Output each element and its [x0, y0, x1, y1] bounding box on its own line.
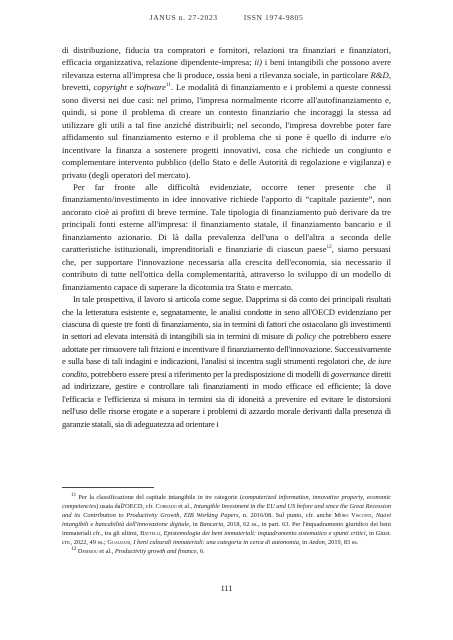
text-run: Per la classificazione del capitale intangibile in tre categorie (	[78, 494, 243, 501]
text-run-italic: software	[136, 82, 166, 93]
footnote-ref-11[interactable]: 11	[165, 82, 172, 89]
text-run-italic: Intangible Investment in the EU and US before and since the Great Recession and its Contribution to Productivity Growth	[62, 502, 391, 519]
text-run: et al.,	[97, 547, 115, 555]
text-run-italic: EIB Working Papers	[183, 511, 239, 519]
text-run: , in	[298, 538, 309, 546]
author-name: Battelli	[140, 529, 161, 537]
text-run: , 2022, 49 ss.;	[70, 538, 108, 546]
text-run-italic: policy	[295, 331, 316, 342]
text-run-italic: Giust. civ.	[62, 529, 392, 546]
running-header	[0, 13, 453, 22]
footnote-ref-12[interactable]: 12	[326, 244, 332, 251]
text-run-italic: Epistemologia dei beni immateriali: inquadramento sistematico e spunti critici	[163, 529, 366, 537]
paragraph-3	[62, 293, 391, 430]
text-run-italic: de iure condito	[62, 356, 392, 379]
text-run: Per far fronte alle difficoltà evidenziate, occorre tener presente che il finanziamento/investimento in idee innovative richiede l'apporto di “capitale paziente”, non ancorato cioè ai profitti di breve termine. Tale tipologia di finanziamento può derivare da tre principali fonti esterne all'impresa: il finanziamento statale, il finanziamento bancario e il finanziamento azionario. Di là dalla prevalenza dell'una o dell'altra a seconda delle caratteristiche istituzionali, imprenditoriali e finanziarie di ciascun paese	[62, 181, 391, 255]
author-name: Gualdani	[107, 538, 131, 546]
text-run: , siamo persuasi che, per supportare l'innovazione necessaria alla crescita dell'economia, sia necessario il contributo di tutte nell'ottica della complementarità, attraverso lo sviluppo di un modello di finanziamento capace di superare la dicotomia tra Stato e mercato.	[62, 244, 391, 292]
text-run: e	[126, 82, 137, 93]
text-run-italic: copyright	[93, 82, 127, 93]
text-run: ,	[371, 511, 376, 519]
text-run: ,	[160, 529, 164, 537]
author-name: Demmou	[77, 547, 98, 555]
footnote-11	[62, 491, 392, 548]
text-run: che potrebbero essere adottate per rimuovere tali frizioni e incentivare il finanziamento dell'innovazione. Successivamente e sulla base di tali indagini e indicazioni, l'analisi si incentra sugli strumenti regolatori che,	[62, 331, 391, 367]
text-run-italic: ii)	[254, 57, 263, 68]
footnote-12	[62, 545, 391, 557]
text-run-italic: governance	[330, 368, 370, 379]
text-run-italic: Nuovi intangibili e bancabilità dell'innovazione digitale	[62, 511, 392, 528]
text-run: , n. 2016/08. Sul punto, cfr. anche	[238, 511, 335, 519]
text-run-italic: Aedon	[308, 538, 325, 546]
text-run: i beni intangibili che possono avere rilevanza esterna all'impresa che li produce, ossia beni a rilevanza sociale, in particolare	[62, 57, 391, 80]
text-run: , 2019, 83 ss.	[324, 538, 359, 546]
text-run: , 6.	[196, 547, 205, 555]
text-run-italic: R&D	[370, 69, 389, 80]
text-run: , potrebbero essere presi a riferimento per la predisposizione di modelli di	[86, 368, 331, 379]
footnote-number: 12	[71, 545, 77, 552]
text-run: ) usata dall'OECD, cfr.	[96, 502, 156, 510]
footnote-number: 11	[71, 491, 77, 498]
page-number: 111	[220, 584, 233, 593]
text-run: ,	[130, 538, 134, 546]
text-run: . Le modalità di finanziamento e i problemi a queste connessi sono diversi nei due casi: nel primo, l'impresa normalmente ricorre all'autofinanziamento e, quindi, si pone il problema di creare un contesto finanziario che incoraggi la stessa ad utilizzare gli utili a tal fine anziché distribuirli; nel secondo, l'impresa dovrebbe poter fare affidamento sul finanziamento esterno e il problema che si pone è quello di indurre e/o incentivare la finanza a sostenere progetti innovativi, cosa che richiede un congiunto e complementare intervento pubblico (dello Stato e delle Autorità di regolazione e vigilanza) e privato (degli operatori del mercato).	[62, 82, 391, 180]
issn: ISSN 1974-9805	[243, 13, 304, 22]
text-run: , brevetti,	[62, 69, 391, 93]
text-run: In tale prospettiva, il lavoro si articola come segue. Dapprima si dà conto dei principali risultati che la letteratura esistente e, segnatamente, le analisi condotte in seno all'OECD evidenziano per ciascuna di queste tre fonti di finanziamento, sia in termini di fattori che ostacolano gli investimenti in settori ad elevata intensità di intangibili sia in termini di misure di	[62, 294, 391, 342]
journal-issue: JANUS n. 27-2023	[149, 13, 218, 22]
text-run-italic: I beni culturali immateriali: una categoria in cerca di autonomia	[133, 538, 299, 546]
author-name: Moro Visconti	[334, 511, 372, 519]
footnotes	[62, 491, 392, 557]
paragraph-1	[62, 44, 391, 181]
paragraph-2	[62, 181, 391, 293]
text-run-italic: Productivity growth and finance	[114, 547, 197, 555]
author-name: Corrado	[155, 502, 177, 510]
text-run: diretti ad indirizzare, gestire e controllare tali finanziamenti in modo efficace ed efficiente; là dove l'efficacia e l'efficienza si misura in termini sia di idoneità a prevenire ed evitare le distorsioni nell'uso delle risorse erogate e a superare i problemi di azzardo morale derivanti dalla presenza di garanzie statali, sia di adeguatezza ad orientare i	[62, 368, 391, 429]
text-run: ,	[179, 511, 184, 519]
text-run: di distribuzione, fiducia tra compratori e fornitori, relazioni tra finanziari e finanziatori, efficacia organizzativa, relazione dipendente-impresa;	[62, 45, 391, 68]
text-run-italic: computerized information, innovative property, economic competencies	[62, 494, 391, 510]
main-text	[62, 44, 391, 430]
text-run: , in	[189, 520, 200, 528]
text-run: , in	[365, 529, 376, 537]
text-run: , 2018, 62 ss., in part. 63. Per l'inquadramento giuridico dei beni immateriali cfr., tra gli ultimi,	[62, 520, 391, 537]
footnote-divider	[62, 487, 154, 488]
text-run-italic: Bancaria	[199, 520, 224, 528]
text-run: et al.,	[176, 502, 194, 510]
